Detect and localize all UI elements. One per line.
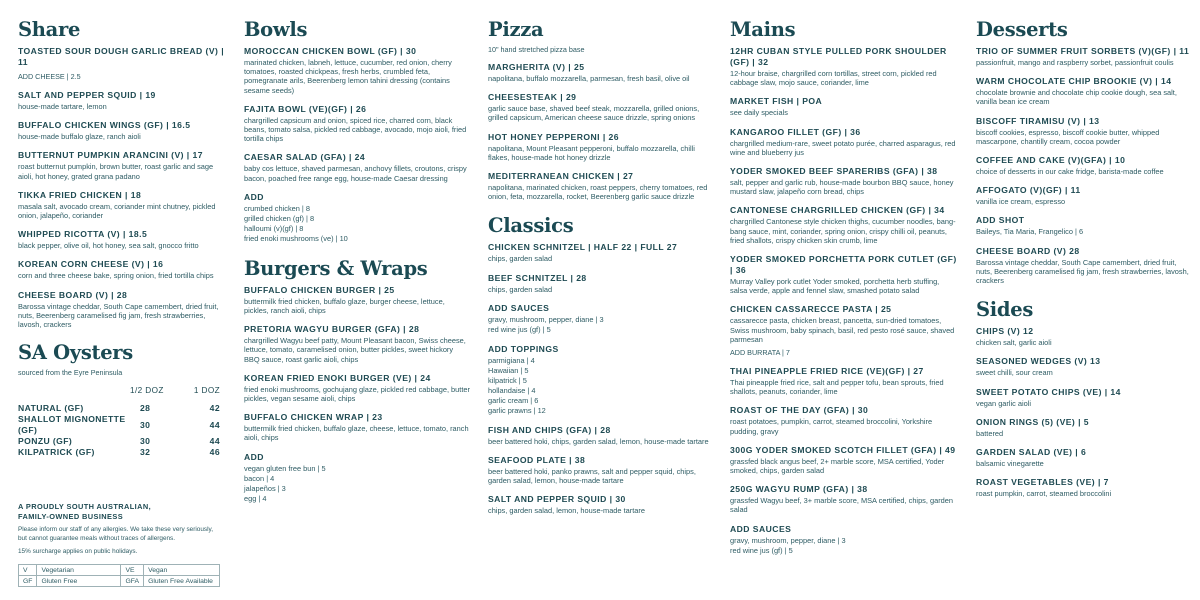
- menu-item-description: marinated chicken, labneh, lettuce, cucumber, red onion, cherry tomatoes, roasted chickpeas, fresh herbs, crumbled feta, pomegranate arils, Beerenberg lemon tahini dressing (contains sesame seeds): [244, 58, 452, 95]
- menu-item-name: CHICKEN SCHNITZEL | HALF 22 | FULL 27: [488, 242, 678, 253]
- menu-item-name: ROAST OF THE DAY (GFA) | 30: [730, 405, 869, 416]
- classics-sauces-list: [488, 315, 710, 335]
- menu-item-description: grassfed black angus beef, 2+ marble score, MSA certified, Yoder smoked, chips, garden salad: [730, 456, 945, 476]
- allergy-line-1: Please inform our staff of any allergies. We take these very seriously,: [18, 526, 214, 534]
- owned-statement: [18, 502, 226, 521]
- menu-item-name: KOREAN FRIED ENOKI BURGER (VE) | 24: [244, 372, 431, 383]
- dietary-legend: [18, 564, 220, 587]
- oysters-col-full: 1 DOZ: [193, 386, 220, 396]
- owned-line-1: A PROUDLY SOUTH AUSTRALIAN,: [18, 502, 152, 512]
- oysters-subtitle: sourced from the Eyre Peninsula: [18, 368, 123, 378]
- menu-item-name: YODER SMOKED BEEF SPARERIBS (GFA) | 38: [730, 166, 938, 177]
- menu-item-description: Barossa vintage cheddar, South Cape camembert, dried fruit, nuts, Beerenberg caramelised fig jam, fresh strawberries, lavosh, crackers: [976, 257, 1189, 286]
- classics-title: Classics: [488, 214, 574, 238]
- addon-line: crumbed chicken | 8: [244, 203, 311, 213]
- burgers-title: Burgers & Wraps: [244, 256, 428, 280]
- share-list: [18, 46, 226, 329]
- desserts-title: Desserts: [976, 18, 1068, 41]
- menu-item: [488, 494, 710, 515]
- menu-item-name: MEDITERRANEAN CHICKEN | 27: [488, 171, 634, 182]
- menu-item: [488, 62, 710, 83]
- menu-item: [976, 417, 1190, 438]
- menu-item-name: CHIPS (V) 12: [976, 326, 1034, 337]
- menu-item-description: buttermilk fried chicken, buffalo glaze, cheese, lettuce, tomato, ranch aioli, chips: [244, 424, 469, 443]
- desserts-list: [976, 46, 1190, 285]
- menu-item-name: PRETORIA WAGYU BURGER (GFA) | 28: [244, 324, 420, 335]
- share-column: [18, 18, 226, 587]
- menu-item: [488, 132, 710, 162]
- addon-line: vegan gluten free bun | 5: [244, 463, 326, 473]
- legend-row: [19, 576, 220, 587]
- menu-item: [976, 185, 1190, 206]
- menu-item-description: chips, garden salad: [488, 284, 553, 294]
- oyster-half-price: 32: [140, 447, 151, 458]
- menu-item-description: 12-hour braise, chargrilled corn tortillas, street corn, pickled red cabbage slaw, mojo sauce, coriander, lime: [730, 69, 937, 88]
- oysters-title: SA Oysters: [18, 341, 133, 365]
- menu-item: [244, 104, 470, 144]
- menu-item-description: napolitana, buffalo mozzarella, parmesan, fresh basil, olive oil: [488, 74, 690, 83]
- menu-item-name: CHEESE BOARD (V) | 28: [18, 289, 128, 300]
- oyster-half-price: 30: [140, 419, 151, 430]
- menu-item-name: CHEESESTEAK | 29: [488, 92, 577, 103]
- menu-item-name: 250G WAGYU RUMP (GFA) | 38: [730, 484, 868, 495]
- menu-item-name: CHEESE BOARD (V) 28: [976, 245, 1080, 256]
- menu-item-addon: ADD BURRATA | 7: [730, 348, 790, 358]
- menu-item-description: Murray Valley pork cutlet Yoder smoked, porchetta herb stuffing, salsa verde, apple and fennel slaw, smashed potato salad: [730, 277, 940, 296]
- oyster-name: SHALLOT MIGNONETTE (GF): [18, 414, 126, 436]
- menu-item: [18, 290, 226, 330]
- menu-item: [730, 254, 958, 295]
- menu-item-description: chocolate brownie and chocolate chip cookie dough, sea salt, vanilla bean ice cream: [976, 88, 1177, 107]
- menu-item: [976, 46, 1190, 67]
- menu-item-name: FAJITA BOWL (VE)(GF) | 26: [244, 103, 367, 114]
- menu-item-name: HOT HONEY PEPPERONI | 26: [488, 131, 620, 142]
- menu-item-description: buttermilk fried chicken, buffalo glaze, burger cheese, lettuce, pickles, ranch aioli, chips: [244, 296, 445, 316]
- bowls-list: [244, 46, 470, 183]
- menu-item-name: WHIPPED RICOTTA (V) | 18.5: [18, 229, 148, 240]
- oyster-full-price: 42: [209, 403, 220, 414]
- addon-line: fried enoki mushrooms (ve) | 10: [244, 233, 348, 243]
- bowls-add-title: ADD: [244, 191, 264, 202]
- menu-item-name: SEAFOOD PLATE | 38: [488, 455, 586, 466]
- addon-line: grilled chicken (gf) | 8: [244, 213, 315, 223]
- menu-item-description: beer battered hoki, panko prawns, salt and pepper squid, chips, garden salad, lemon, house-made tartare: [488, 467, 696, 486]
- sides-list: [976, 326, 1190, 498]
- classics-toppings-title: ADD TOPPINGS: [488, 343, 559, 354]
- menu-item-description: black pepper, olive oil, hot honey, sea salt, gnocco fritto: [18, 241, 199, 251]
- sides-title: Sides: [976, 298, 1034, 322]
- menu-item: [730, 445, 958, 475]
- menu-item-description: house-made tartare, lemon: [18, 102, 107, 111]
- menu-item-name: BUFFALO CHICKEN BURGER | 25: [244, 284, 395, 295]
- addon-line: gravy, mushroom, pepper, diane | 3: [730, 535, 846, 545]
- menu-item-name: CAESAR SALAD (GFA) | 24: [244, 152, 366, 163]
- menu-item: [730, 405, 958, 435]
- menu-item-description: sweet chilli, sour cream: [976, 368, 1053, 378]
- desserts-column: [976, 18, 1190, 498]
- oyster-name: KILPATRICK (GF): [18, 447, 95, 458]
- menu-item-name: 300G YODER SMOKED SCOTCH FILLET (GFA) | 49: [730, 444, 956, 455]
- burgers-list: [244, 285, 470, 443]
- menu-item: [244, 152, 470, 182]
- menu-item: [488, 171, 710, 201]
- oyster-row: [18, 436, 220, 447]
- menu-item-description: passionfruit, mango and raspberry sorbet, passionfruit coulis: [976, 58, 1174, 67]
- menu-item-description: cassarecce pasta, chicken breast, pancetta, sun-dried tomatoes, Swiss mushroom, baby spinach, basil, red pesto rosé sauce, shaved parmesan: [730, 316, 955, 344]
- classics-list: [488, 242, 710, 293]
- menu-item: [730, 366, 958, 396]
- menu-item: [730, 46, 958, 87]
- menu-item-description: masala salt, avocado cream, coriander mint chutney, pickled onion, jalapeño, coriander: [18, 201, 216, 221]
- share-title: Share: [18, 18, 81, 41]
- addon-line: red wine jus (gf) | 5: [730, 545, 793, 555]
- allergy-notice: [18, 526, 226, 543]
- menu-item: [976, 356, 1190, 377]
- addon-line: garlic cream | 6: [488, 395, 539, 405]
- menu-item-name: BEEF SCHNITZEL | 28: [488, 272, 587, 283]
- menu-item-name: TIKKA FRIED CHICKEN | 18: [18, 189, 142, 200]
- menu-item: [244, 412, 470, 442]
- legend-label2: Vegan: [144, 565, 220, 576]
- menu-item-name: BUFFALO CHICKEN WRAP | 23: [244, 412, 383, 423]
- menu-item-name: ADD SHOT: [976, 215, 1025, 226]
- menu-item: [730, 205, 958, 245]
- addon-line: hollandaise | 4: [488, 385, 536, 395]
- menu-item-name: TRIO OF SUMMER FRUIT SORBETS (V)(GF) | 11: [976, 46, 1190, 56]
- menu-item: [976, 116, 1190, 146]
- burgers-add-title: ADD: [244, 451, 264, 462]
- oysters-col-half: 1/2 DOZ: [130, 386, 164, 396]
- legend-label2: Gluten Free Available: [144, 576, 220, 587]
- menu-item-name: ONION RINGS (5) (VE) | 5: [976, 416, 1089, 427]
- menu-item: [244, 285, 470, 315]
- legend-row: [19, 565, 220, 576]
- menu-item-description: chicken salt, garlic aioli: [976, 338, 1052, 348]
- menu-item: [976, 155, 1190, 176]
- menu-item-description: chargrilled Wagyu beef patty, Mount Pleasant bacon, Swiss cheese, lettuce, tomato, caramelised onion, butter pickles, sweet hickory BBQ sauce, roast garlic aioli, chips: [244, 336, 466, 364]
- oyster-name: PONZU (GF): [18, 436, 73, 447]
- bowls-add-list: [244, 204, 470, 244]
- menu-item: [18, 90, 226, 111]
- addon-line: red wine jus (gf) | 5: [488, 324, 551, 334]
- menu-item-name: CANTONESE CHARGRILLED CHICKEN (GF) | 34: [730, 205, 945, 216]
- oyster-row: [18, 414, 220, 436]
- menu-item-name: BUFFALO CHICKEN WINGS (GF) | 16.5: [18, 120, 191, 131]
- mains-title: Mains: [730, 18, 796, 41]
- menu-item-description: roast pumpkin, carrot, steamed broccolini: [976, 489, 1112, 499]
- menu-item: [976, 246, 1190, 286]
- classics-sauces-title: ADD SAUCES: [488, 302, 550, 313]
- oyster-half-price: 28: [140, 403, 151, 414]
- addon-line: egg | 4: [244, 493, 267, 503]
- menu-item-name: COFFEE AND CAKE (V)(GFA) | 10: [976, 155, 1126, 166]
- surcharge-notice: 15% surcharge applies on public holidays.: [18, 548, 138, 556]
- menu-item: [244, 324, 470, 364]
- pizza-subtitle: 10" hand stretched pizza base: [488, 45, 585, 54]
- legend-code: V: [19, 565, 37, 576]
- menu-item-description: baby cos lettuce, shaved parmesan, anchovy fillets, croutons, crispy bacon, poached free range egg, house-made Caesar dressing: [244, 164, 467, 183]
- legend-label: Gluten Free: [37, 576, 121, 587]
- addon-line: gravy, mushroom, pepper, diane | 3: [488, 314, 604, 324]
- menu-item-name: MARKET FISH | POA: [730, 96, 823, 107]
- menu-item-name: CHICKEN CASSARECCE PASTA | 25: [730, 304, 892, 315]
- menu-item-name: MARGHERITA (V) | 25: [488, 62, 585, 72]
- menu-item: [244, 46, 470, 95]
- menu-item-description: Baileys, Tia Maria, Frangelico | 6: [976, 227, 1084, 237]
- menu-item: [488, 92, 710, 122]
- menu-item-description: chips, garden salad: [488, 254, 553, 264]
- menu-item-name: TOASTED SOUR DOUGH GARLIC BREAD (V) | 11: [18, 46, 225, 67]
- menu-item: [244, 373, 470, 403]
- menu-item-description: fried enoki mushrooms, gochujang glaze, pickled red cabbage, butter pickles, vegan sesame aioli, chips: [244, 384, 470, 404]
- menu-item: [976, 326, 1190, 347]
- menu-item-name: 12HR CUBAN STYLE PULLED PORK SHOULDER (GF) | 32: [730, 46, 947, 67]
- menu-item-name: FISH AND CHIPS (GFA) | 28: [488, 424, 611, 435]
- menu-item: [18, 46, 226, 81]
- addon-line: halloumi (v)(gf) | 8: [244, 223, 304, 233]
- menu-item: [488, 273, 710, 294]
- menu-item: [18, 229, 226, 250]
- oyster-row: [18, 403, 220, 414]
- menu-item: [18, 120, 226, 141]
- menu-item-description: beer battered hoki, chips, garden salad, lemon, house-made tartare: [488, 436, 709, 446]
- menu-item-name: AFFOGATO (V)(GF) | 11: [976, 185, 1081, 196]
- menu-item: [976, 447, 1190, 468]
- menu-item-description: napolitana, marinated chicken, roast peppers, cherry tomatoes, red onion, feta, mozzarella, rocket, Beerenberg garlic sauce drizzle: [488, 183, 708, 202]
- menu-item: [976, 477, 1190, 498]
- addon-line: jalapeños | 3: [244, 483, 286, 493]
- bowls-column: [244, 18, 470, 504]
- menu-item: [18, 190, 226, 220]
- menu-item: [976, 387, 1190, 408]
- mains-sauces-list: [730, 536, 958, 556]
- menu-item-name: KANGAROO FILLET (GF) | 36: [730, 126, 861, 137]
- menu-item-description: chargrilled medium-rare, sweet potato purée, charred asparagus, red wine and blueberry jus: [730, 138, 956, 157]
- menu-item-description: vanilla ice cream, espresso: [976, 197, 1066, 207]
- menu-item: [730, 304, 958, 357]
- legend-label: Vegetarian: [37, 565, 121, 576]
- menu-item-name: BISCOFF TIRAMISU (V) | 13: [976, 115, 1100, 126]
- oyster-full-price: 44: [209, 436, 220, 447]
- menu-item-description: chargrilled Cantonese style chicken thighs, cucumber noodles, bang-bang sauce, mint, coriander, spring onion, crispy chilli oil, peanuts, fried shallots, crispy chicken skin crumb, lime: [730, 217, 956, 245]
- menu-item-name: SALT AND PEPPER SQUID | 19: [18, 90, 156, 100]
- menu-item-description: garlic sauce base, shaved beef steak, mozzarella, grilled onions, grilled capsicum, American cheese sauce drizzle, spring onions: [488, 104, 700, 123]
- menu-item: [730, 166, 958, 196]
- menu-item-description: corn and three cheese bake, spring onion, fried tortilla chips: [18, 271, 214, 281]
- menu-item-name: KOREAN CORN CHEESE (V) | 16: [18, 259, 164, 270]
- mains-sauces-title: ADD SAUCES: [730, 523, 792, 534]
- addon-line: Hawaiian | 5: [488, 365, 529, 375]
- oyster-name: NATURAL (GF): [18, 403, 84, 414]
- menu-item-name: YODER SMOKED PORCHETTA PORK CUTLET (GF) | 36: [730, 254, 957, 276]
- menu-item-name: SEASONED WEDGES (V) 13: [976, 356, 1101, 367]
- menu-item: [488, 242, 710, 263]
- menu-item: [730, 127, 958, 157]
- menu-item-description: house-made buffalo glaze, ranch aioli: [18, 132, 141, 142]
- oyster-row: [18, 447, 220, 458]
- pizza-column: [488, 18, 710, 516]
- addon-line: garlic prawns | 12: [488, 405, 546, 415]
- menu-item-name: BUTTERNUT PUMPKIN ARANCINI (V) | 17: [18, 150, 203, 161]
- mains-column: [730, 18, 958, 556]
- menu-item-description: chips, garden salad, lemon, house-made tartare: [488, 506, 645, 516]
- bowls-title: Bowls: [244, 18, 308, 41]
- menu-item-description: grassfed Wagyu beef, 3+ marble score, MSA certified, chips, garden salad: [730, 496, 953, 515]
- pizza-list: [488, 62, 710, 201]
- menu-item-description: salt, pepper and garlic rub, house-made bourbon BBQ sauce, honey mustard slaw, jalapeño corn bread, chips: [730, 178, 954, 197]
- classics-toppings-list: [488, 356, 710, 416]
- menu-item-name: ROAST VEGETABLES (VE) | 7: [976, 477, 1109, 488]
- menu-item: [488, 425, 710, 446]
- menu-item: [18, 259, 226, 280]
- owned-line-2: FAMILY-OWNED BUSINESS: [18, 511, 124, 521]
- menu-item-name: WARM CHOCOLATE CHIP BROOKIE (V) | 14: [976, 76, 1172, 87]
- menu-item-description: see daily specials: [730, 108, 788, 118]
- pizza-title: Pizza: [488, 18, 544, 41]
- legend-code2: GFA: [121, 576, 144, 587]
- menu-item-description: vegan garlic aioli: [976, 398, 1032, 408]
- mains-list: [730, 46, 958, 515]
- menu-item-name: MOROCCAN CHICKEN BOWL (GF) | 30: [244, 46, 417, 56]
- menu-item-name: THAI PINEAPPLE FRIED RICE (VE)(GF) | 27: [730, 366, 924, 377]
- menu-item-description: Barossa vintage cheddar, South Cape camembert, dried fruit, nuts, Beerenberg caramelised fig jam, fresh strawberries, lavosh, crackers: [18, 301, 219, 330]
- menu-item-description: choice of desserts in our cake fridge, barista-made coffee: [976, 167, 1164, 177]
- legend-code2: VE: [121, 565, 144, 576]
- menu-item-description: balsamic vinegarette: [976, 459, 1044, 469]
- menu-item-description: battered: [976, 428, 1004, 438]
- menu-item: [488, 455, 710, 485]
- oysters-table: [18, 385, 220, 458]
- allergy-line-2: but cannot guarantee meals without traces of allergens.: [18, 534, 176, 542]
- menu-item-addon: ADD CHEESE | 2.5: [18, 72, 81, 81]
- menu-item: [730, 484, 958, 514]
- menu-item: [976, 76, 1190, 106]
- oyster-full-price: 44: [209, 419, 220, 430]
- menu-item-description: Thai pineapple fried rice, salt and pepper tofu, bean sprouts, fried shallots, peanuts, coriander, lime: [730, 378, 944, 397]
- menu-item-name: GARDEN SALAD (VE) | 6: [976, 447, 1087, 458]
- menu-item-name: SALT AND PEPPER SQUID | 30: [488, 494, 626, 505]
- addon-line: bacon | 4: [244, 473, 275, 483]
- oyster-half-price: 30: [140, 436, 151, 447]
- menu-item: [976, 215, 1190, 236]
- addon-line: kilpatrick | 5: [488, 375, 527, 385]
- menu-item-description: roast butternut pumpkin, brown butter, roast garlic and sage aioli, hot honey, grated grana padano: [18, 162, 214, 181]
- oyster-full-price: 46: [209, 447, 220, 458]
- classics-list-2: [488, 425, 710, 516]
- legend-code: GF: [19, 576, 37, 587]
- burgers-add-list: [244, 464, 470, 504]
- menu-item-description: napolitana, Mount Pleasant pepperoni, buffalo mozzarella, chilli flakes, house-made hot honey drizzle: [488, 143, 695, 162]
- menu-item-description: chargrilled capsicum and onion, spiced rice, charred corn, black beans, tomato salsa, pickled red cabbage, avocado, mojo aioli, fried tortilla chips: [244, 115, 467, 144]
- menu-item: [18, 150, 226, 180]
- menu-item-description: roast potatoes, pumpkin, carrot, steamed broccolini, Yorkshire pudding, gravy: [730, 417, 933, 436]
- addon-line: parmigiana | 4: [488, 355, 535, 365]
- menu-item-description: biscoff cookies, espresso, biscoff cookie butter, whipped mascarpone, chantilly cream, cocoa powder: [976, 127, 1160, 146]
- menu-item: [730, 96, 958, 117]
- menu-item-name: SWEET POTATO CHIPS (VE) | 14: [976, 386, 1121, 397]
